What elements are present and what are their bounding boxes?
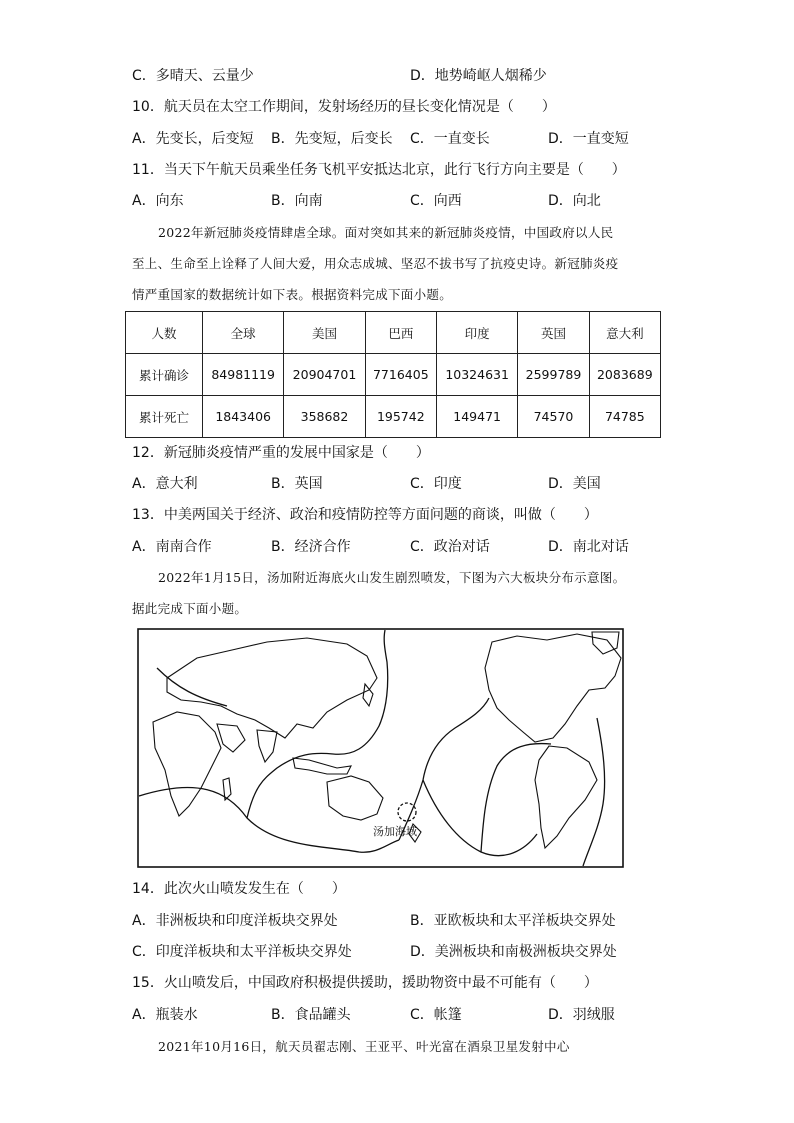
q9-option-d: D．地势崎岖人烟稀少 bbox=[410, 68, 547, 84]
q12-option-a: A．意大利 bbox=[132, 476, 198, 492]
passage1-line2: 至上、生命至上诠释了人间大爱，用众志成城、坚忍不拔书写了抗疫史诗。新冠肺炎疫 bbox=[132, 256, 619, 271]
q11-stem: 11．当天下午航天员乘坐任务飞机平安抵达北京，此行飞行方向主要是（ ） bbox=[132, 162, 626, 178]
table-header-cell: 全球 bbox=[203, 312, 284, 354]
table-header-cell: 意大利 bbox=[589, 312, 660, 354]
q13-stem: 13．中美两国关于经济、政治和疫情防控等方面问题的商谈，叫做（ ） bbox=[132, 507, 598, 523]
table-cell: 2083689 bbox=[589, 354, 660, 396]
table-cell: 84981119 bbox=[203, 354, 284, 396]
passage1-line3: 情严重国家的数据统计如下表。根据资料完成下面小题。 bbox=[132, 287, 453, 302]
q14-option-b: B．亚欧板块和太平洋板块交界处 bbox=[410, 913, 616, 929]
q15-option-d: D．羽绒服 bbox=[548, 1007, 615, 1023]
q12-option-c: C．印度 bbox=[410, 476, 462, 492]
q15-option-c: C．帐篷 bbox=[410, 1007, 462, 1023]
q9-option-c: C．多晴天、云量少 bbox=[132, 68, 254, 84]
table-header-cell: 美国 bbox=[284, 312, 365, 354]
table-cell: 2599789 bbox=[518, 354, 589, 396]
q15-stem: 15．火山喷发后，中国政府积极提供援助，援助物资中最不可能有（ ） bbox=[132, 975, 598, 991]
table-cell: 7716405 bbox=[365, 354, 436, 396]
q12-option-d: D．美国 bbox=[548, 476, 601, 492]
q15-option-a: A．瓶装水 bbox=[132, 1007, 198, 1023]
plate-map-figure bbox=[137, 628, 624, 868]
passage2-line2: 据此完成下面小题。 bbox=[132, 601, 248, 616]
q14-option-a: A．非洲板块和印度洋板块交界处 bbox=[132, 913, 338, 929]
table-row-label: 累计确诊 bbox=[126, 354, 203, 396]
q15-option-b: B．食品罐头 bbox=[271, 1007, 351, 1023]
table-cell: 195742 bbox=[365, 396, 436, 438]
table-header-cell: 人数 bbox=[126, 312, 203, 354]
tonga-label: 汤加海域 bbox=[373, 825, 417, 838]
passage2-line1: 2022年1月15日，汤加附近海底火山发生剧烈喷发，下图为六大板块分布示意图。 bbox=[158, 570, 626, 585]
q13-option-d: D．南北对话 bbox=[548, 539, 629, 555]
q10-option-c: C．一直变长 bbox=[410, 131, 490, 147]
q10-stem: 10．航天员在太空工作期间，发射场经历的昼长变化情况是（ ） bbox=[132, 99, 556, 115]
table-row-label: 累计死亡 bbox=[126, 396, 203, 438]
passage3-line1: 2021年10月16日，航天员翟志刚、王亚平、叶光富在酒泉卫星发射中心 bbox=[158, 1039, 570, 1054]
q11-option-a: A．向东 bbox=[132, 193, 184, 209]
table-cell: 74785 bbox=[589, 396, 660, 438]
table-cell: 74570 bbox=[518, 396, 589, 438]
table-cell: 358682 bbox=[284, 396, 365, 438]
q12-stem: 12．新冠肺炎疫情严重的发展中国家是（ ） bbox=[132, 445, 430, 461]
table-cell: 10324631 bbox=[436, 354, 517, 396]
q14-stem: 14．此次火山喷发发生在（ ） bbox=[132, 881, 346, 897]
table-row bbox=[126, 396, 661, 438]
table-cell: 20904701 bbox=[284, 354, 365, 396]
table-row bbox=[126, 354, 661, 396]
passage1-line1: 2022年新冠肺炎疫情肆虐全球。面对突如其来的新冠肺炎疫情，中国政府以人民 bbox=[158, 225, 614, 240]
q12-option-b: B．英国 bbox=[271, 476, 323, 492]
q13-option-c: C．政治对话 bbox=[410, 539, 490, 555]
q10-option-a: A．先变长，后变短 bbox=[132, 131, 254, 147]
table-cell: 1843406 bbox=[203, 396, 284, 438]
table-header-row bbox=[126, 312, 661, 354]
q13-option-a: A．南南合作 bbox=[132, 539, 212, 555]
q14-option-d: D．美洲板块和南极洲板块交界处 bbox=[410, 944, 617, 960]
q11-option-c: C．向西 bbox=[410, 193, 462, 209]
table-header-cell: 英国 bbox=[518, 312, 589, 354]
table-header-cell: 巴西 bbox=[365, 312, 436, 354]
q13-option-b: B．经济合作 bbox=[271, 539, 351, 555]
covid-data-table bbox=[125, 311, 661, 438]
q11-option-b: B．向南 bbox=[271, 193, 323, 209]
q11-option-d: D．向北 bbox=[548, 193, 601, 209]
q14-option-c: C．印度洋板块和太平洋板块交界处 bbox=[132, 944, 352, 960]
table-header-cell: 印度 bbox=[436, 312, 517, 354]
q10-option-d: D．一直变短 bbox=[548, 131, 629, 147]
q10-option-b: B．先变短，后变长 bbox=[271, 131, 393, 147]
table-cell: 149471 bbox=[436, 396, 517, 438]
